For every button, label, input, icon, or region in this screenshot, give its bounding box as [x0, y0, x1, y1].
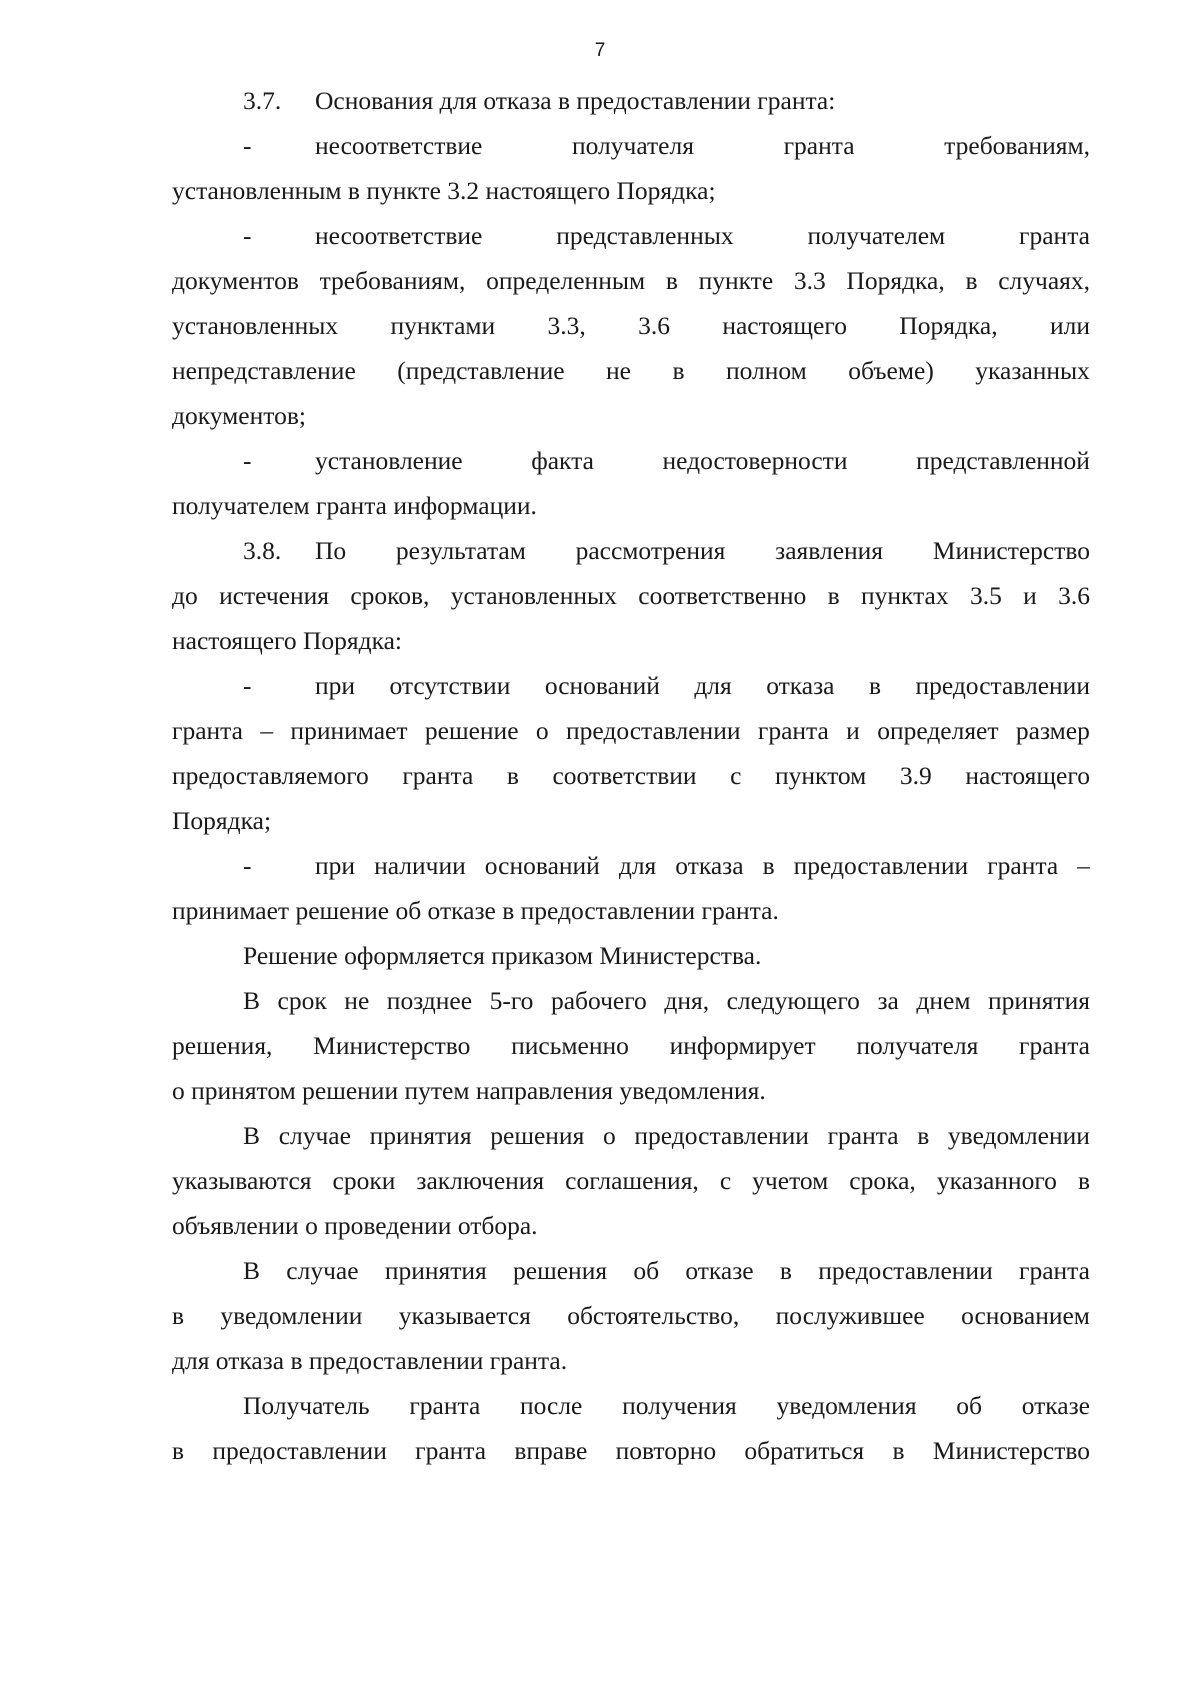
- word: об: [633, 1256, 660, 1285]
- word: оснований: [484, 851, 600, 880]
- word: заявления: [775, 536, 884, 565]
- word: об: [956, 1391, 982, 1420]
- paragraph-line: [172, 311, 1090, 341]
- word: представленных: [556, 221, 734, 250]
- word: в: [172, 1301, 185, 1330]
- word: полном: [725, 356, 807, 385]
- word: решения,: [172, 1031, 273, 1060]
- word: не: [606, 356, 631, 385]
- list-dash: -: [243, 221, 252, 250]
- word: указываются: [172, 1166, 312, 1195]
- word: случае: [278, 1121, 351, 1150]
- list-item-text: [315, 671, 1090, 701]
- word: для: [618, 851, 657, 880]
- list-item: [243, 446, 1090, 476]
- list-item: [243, 221, 1090, 251]
- word: пунктами: [390, 311, 496, 340]
- paragraph-line: [172, 356, 1090, 386]
- word: в: [917, 1121, 930, 1150]
- word: установленных: [450, 581, 617, 610]
- paragraph-refusal-first-line: [243, 1256, 1090, 1286]
- word: Порядка,: [899, 311, 998, 340]
- word: отказе: [685, 1256, 754, 1285]
- word: основанием: [961, 1301, 1090, 1330]
- list-dash: -: [243, 851, 252, 880]
- word: В: [243, 986, 261, 1015]
- word: 3.6: [1058, 581, 1090, 610]
- word: пункте: [698, 266, 774, 295]
- word: уведомлении: [947, 1121, 1090, 1150]
- word: факта: [531, 446, 594, 475]
- word: соответствии: [552, 761, 697, 790]
- paragraph-repeat-first-line: [243, 1391, 1090, 1421]
- word: гранта: [783, 131, 855, 160]
- word: гранта: [757, 716, 829, 745]
- word: установленных: [172, 311, 339, 340]
- word: Министерство: [313, 1031, 471, 1060]
- word: гранта: [409, 1391, 481, 1420]
- word: объеме): [848, 356, 934, 385]
- paragraph-line: получателем гранта информации.: [172, 491, 537, 520]
- word: отказе: [1021, 1391, 1090, 1420]
- word: Получатель: [243, 1391, 370, 1420]
- word: предоставлении: [818, 1256, 993, 1285]
- word: заключения: [416, 1166, 545, 1195]
- paragraph-line: [172, 1166, 1090, 1196]
- paragraph-line: для отказа в предоставлении гранта.: [172, 1346, 568, 1375]
- word: уведомлении: [220, 1301, 363, 1330]
- word: 3.6: [638, 311, 670, 340]
- list-dash: -: [243, 671, 252, 700]
- word: 3.3,: [547, 311, 586, 340]
- word: принятия: [369, 1121, 472, 1150]
- paragraph-line: [172, 581, 1090, 611]
- section-3-8-first-line: [243, 536, 1090, 566]
- paragraph-line: [172, 1436, 1090, 1466]
- list-item: [243, 851, 1090, 881]
- list-item-text: [315, 851, 1090, 881]
- word: требованиям,: [944, 131, 1090, 160]
- word: гранта: [415, 1436, 487, 1465]
- word: дня,: [664, 986, 710, 1015]
- word: или: [1049, 311, 1090, 340]
- word: По: [315, 536, 347, 565]
- section-number: 3.8.: [243, 536, 282, 565]
- word: решения: [513, 1256, 608, 1285]
- word: в: [506, 761, 519, 790]
- word: 3.3: [793, 266, 826, 295]
- word: получения: [622, 1391, 737, 1420]
- paragraph-line: о принятом решении путем направления уведомления.: [172, 1076, 766, 1105]
- word: предоставлении: [212, 1436, 387, 1465]
- section-3-7-heading: [243, 86, 1090, 116]
- word: установление: [315, 446, 463, 475]
- word: в: [779, 1256, 792, 1285]
- section-title: Основания для отказа в предоставлении гранта:: [315, 86, 836, 115]
- word: с: [730, 761, 742, 790]
- word: информирует: [669, 1031, 816, 1060]
- word: рабочего: [550, 986, 647, 1015]
- word: отказа: [766, 671, 835, 700]
- word: истечения: [219, 581, 330, 610]
- word: несоответствие: [315, 221, 483, 250]
- word: не: [344, 986, 370, 1015]
- word: о: [602, 1121, 616, 1150]
- word: для: [694, 671, 732, 700]
- paragraph-line: [172, 266, 1090, 296]
- word: Министерство: [932, 1436, 1090, 1465]
- list-item-text: [315, 221, 1090, 251]
- word: В: [243, 1121, 261, 1150]
- list-item: [243, 671, 1090, 701]
- word: 3.9: [899, 761, 932, 790]
- word: до: [172, 581, 198, 610]
- word: уведомления: [776, 1391, 917, 1420]
- word: непредставление: [172, 356, 356, 385]
- paragraph-line: установленным в пункте 3.2 настоящего Порядка;: [172, 176, 716, 205]
- word: наличии: [374, 851, 466, 880]
- word: пунктах: [860, 581, 949, 610]
- word: в: [1077, 1166, 1090, 1195]
- word: предоставляемого: [172, 761, 369, 790]
- word: после: [519, 1391, 583, 1420]
- paragraph-line: [172, 1301, 1090, 1331]
- word: требованиям,: [319, 266, 466, 295]
- word: сроки: [332, 1166, 396, 1195]
- list-dash: -: [243, 131, 252, 160]
- word: в: [827, 581, 840, 610]
- word: гранта: [1019, 221, 1090, 250]
- paragraph-line: принимает решение об отказе в предоставлении гранта.: [172, 896, 779, 925]
- word: недостоверности: [662, 446, 848, 475]
- word: решения: [490, 1121, 585, 1150]
- paragraph-grant-first-line: [243, 1121, 1090, 1151]
- word: получателя: [856, 1031, 979, 1060]
- word: оснований: [544, 671, 660, 700]
- word: и: [1023, 581, 1037, 610]
- word: учетом: [752, 1166, 829, 1195]
- word: обратиться: [744, 1436, 865, 1465]
- word: гранта: [172, 716, 243, 745]
- word: гранта: [1018, 1256, 1090, 1285]
- word: указывается: [398, 1301, 531, 1330]
- paragraph-line: Порядка;: [172, 806, 272, 835]
- word: в: [965, 266, 978, 295]
- word: документов: [172, 266, 299, 295]
- word: в: [665, 266, 678, 295]
- word: рассмотрения: [575, 536, 726, 565]
- word: следующего: [726, 986, 860, 1015]
- word: (представление: [397, 356, 565, 385]
- paragraph-term-first-line: [243, 986, 1090, 1016]
- word: указанных: [975, 356, 1090, 385]
- page-number: 7: [594, 40, 606, 61]
- word: с: [719, 1166, 732, 1195]
- word: послужившее: [775, 1301, 925, 1330]
- word: получателем: [807, 221, 946, 250]
- word: случае: [286, 1256, 359, 1285]
- word: Порядка,: [846, 266, 945, 295]
- word: размер: [1015, 716, 1090, 745]
- word: вправе: [514, 1436, 588, 1465]
- word: пунктом: [775, 761, 867, 790]
- word: позднее: [386, 986, 473, 1015]
- word: гранта: [827, 1121, 899, 1150]
- list-item-text: [315, 131, 1090, 161]
- word: предоставлении: [634, 1121, 809, 1150]
- word: при: [315, 671, 356, 700]
- word: 3.5: [969, 581, 1002, 610]
- word: определяет: [877, 716, 999, 745]
- word: определенным: [486, 266, 646, 295]
- word: несоответствие: [315, 131, 483, 160]
- section-text: [315, 536, 1090, 566]
- word: в: [868, 671, 881, 700]
- word: принятия: [384, 1256, 487, 1285]
- word: предоставлении: [915, 671, 1090, 700]
- word: обстоятельство,: [567, 1301, 740, 1330]
- word: принимает: [290, 716, 408, 745]
- word: отсутствии: [389, 671, 511, 700]
- paragraph-line: [172, 716, 1090, 746]
- word: при: [315, 851, 356, 880]
- section-number: 3.7.: [243, 86, 282, 115]
- word: днем: [916, 986, 971, 1015]
- list-item: [243, 131, 1090, 161]
- word: в: [892, 1436, 905, 1465]
- word: представленной: [916, 446, 1090, 475]
- paragraph-line: [172, 1031, 1090, 1061]
- word: –: [1077, 851, 1090, 880]
- word: отказа: [675, 851, 744, 880]
- paragraph-line: документов;: [172, 401, 306, 430]
- word: предоставлении: [793, 851, 969, 880]
- list-dash: -: [243, 446, 252, 475]
- word: соответственно: [638, 581, 807, 610]
- word: В: [243, 1256, 261, 1285]
- word: письменно: [511, 1031, 629, 1060]
- word: и: [846, 716, 860, 745]
- word: предоставлении: [565, 716, 741, 745]
- word: повторно: [615, 1436, 717, 1465]
- paragraph-line: [172, 761, 1090, 791]
- word: принятия: [988, 986, 1090, 1015]
- word: в: [172, 1436, 185, 1465]
- word: настоящего: [965, 761, 1090, 790]
- word: срок: [277, 986, 327, 1015]
- word: гранта: [987, 851, 1059, 880]
- word: –: [260, 716, 274, 745]
- word: получателя: [572, 131, 694, 160]
- word: результатам: [395, 536, 526, 565]
- word: сроков,: [350, 581, 430, 610]
- word: гранта: [402, 761, 474, 790]
- list-item-text: [315, 446, 1090, 476]
- word: о: [535, 716, 549, 745]
- word: срока,: [849, 1166, 916, 1195]
- word: указанного: [936, 1166, 1057, 1195]
- word: в: [672, 356, 685, 385]
- paragraph-line: настоящего Порядка:: [172, 626, 403, 655]
- paragraph-line: объявлении о проведении отбора.: [172, 1211, 538, 1240]
- paragraph-decision: Решение оформляется приказом Министерства.: [243, 941, 762, 970]
- word: настоящего: [722, 311, 847, 340]
- word: за: [877, 986, 899, 1015]
- word: случаях,: [998, 266, 1090, 295]
- word: гранта: [1019, 1031, 1090, 1060]
- word: 5-го: [489, 986, 534, 1015]
- word: в: [762, 851, 775, 880]
- word: решение: [424, 716, 519, 745]
- word: Министерство: [932, 536, 1090, 565]
- word: соглашения,: [565, 1166, 699, 1195]
